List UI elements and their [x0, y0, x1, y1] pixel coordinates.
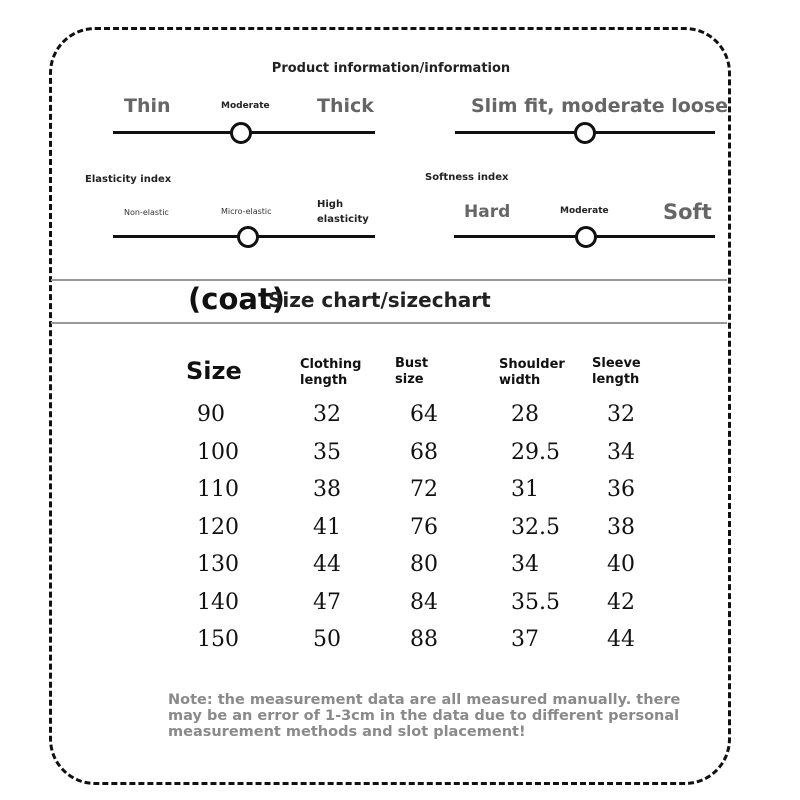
table-cell: 41 [313, 514, 341, 540]
table-cell: 140 [197, 589, 239, 615]
table-cell: 37 [511, 627, 539, 652]
thickness-left-label: Thin [124, 95, 171, 117]
fit-slider-knob [574, 122, 596, 144]
thickness-middle-label: Moderate [221, 101, 270, 111]
table-cell: 28 [511, 402, 539, 427]
thickness-right-label: Thick [317, 95, 374, 117]
table-cell: 84 [410, 589, 438, 615]
table-cell: 34 [511, 552, 539, 577]
elasticity-middle-label: Micro-elastic [221, 207, 272, 216]
table-cell: 120 [197, 514, 239, 540]
divider-bottom [51, 322, 727, 324]
table-cell: 76 [410, 514, 438, 540]
table-cell: 32 [607, 402, 635, 427]
product-info-title: Product information/information [271, 61, 511, 76]
table-cell: 90 [197, 402, 225, 427]
col-header-clothing-length: Clothing length [300, 357, 362, 388]
divider-top [51, 279, 727, 281]
fit-label: Slim fit, moderate loose [471, 95, 729, 117]
softness-middle-label: Moderate [560, 206, 609, 216]
table-cell: 130 [197, 552, 239, 577]
table-cell: 110 [197, 477, 239, 502]
table-cell: 44 [313, 552, 341, 577]
elasticity-right-label: High elasticity [317, 199, 369, 225]
table-cell: 68 [410, 439, 438, 465]
col-header-size: Size [186, 357, 242, 385]
table-cell: 31 [511, 477, 539, 502]
table-cell: 50 [313, 627, 341, 652]
table-cell: 40 [607, 552, 635, 577]
table-cell: 47 [313, 589, 341, 615]
elasticity-slider-knob [237, 226, 259, 248]
softness-left-label: Hard [464, 202, 511, 222]
table-cell: 88 [410, 627, 438, 652]
table-cell: 32 [313, 402, 341, 427]
table-cell: 80 [410, 552, 438, 577]
thickness-slider-knob [230, 122, 252, 144]
table-cell: 35.5 [511, 589, 560, 615]
softness-right-label: Soft [663, 200, 712, 224]
table-cell: 36 [607, 477, 635, 502]
table-cell: 44 [607, 627, 635, 652]
table-cell: 34 [607, 439, 635, 465]
size-chart-heading [188, 282, 491, 316]
col-header-sleeve-length: Sleeve length [592, 356, 641, 387]
table-cell: 38 [313, 477, 341, 502]
col-header-bust-size: Bust size [395, 356, 429, 387]
table-cell: 35 [313, 439, 341, 465]
table-cell: 150 [197, 627, 239, 652]
table-cell: 38 [607, 514, 635, 540]
table-cell: 29.5 [511, 439, 560, 465]
softness-title: Softness index [425, 172, 509, 183]
table-cell: 64 [410, 402, 438, 427]
table-cell: 42 [607, 589, 635, 615]
heading-coat: (coat) [188, 282, 286, 316]
elasticity-left-label: Non-elastic [124, 208, 169, 217]
heading-size-chart: Size chart/sizechart [268, 288, 491, 312]
col-header-shoulder-width: Shoulder width [499, 357, 565, 388]
table-cell: 100 [197, 439, 239, 465]
elasticity-title: Elasticity index [85, 174, 172, 185]
table-cell: 32.5 [511, 514, 560, 540]
measurement-note: Note: the measurement data are all measured manually. there may be an error of 1-3cm in the data due to different personal measurement methods and slot placement! [168, 692, 681, 740]
softness-slider-knob [575, 226, 597, 248]
table-cell: 72 [410, 477, 438, 502]
